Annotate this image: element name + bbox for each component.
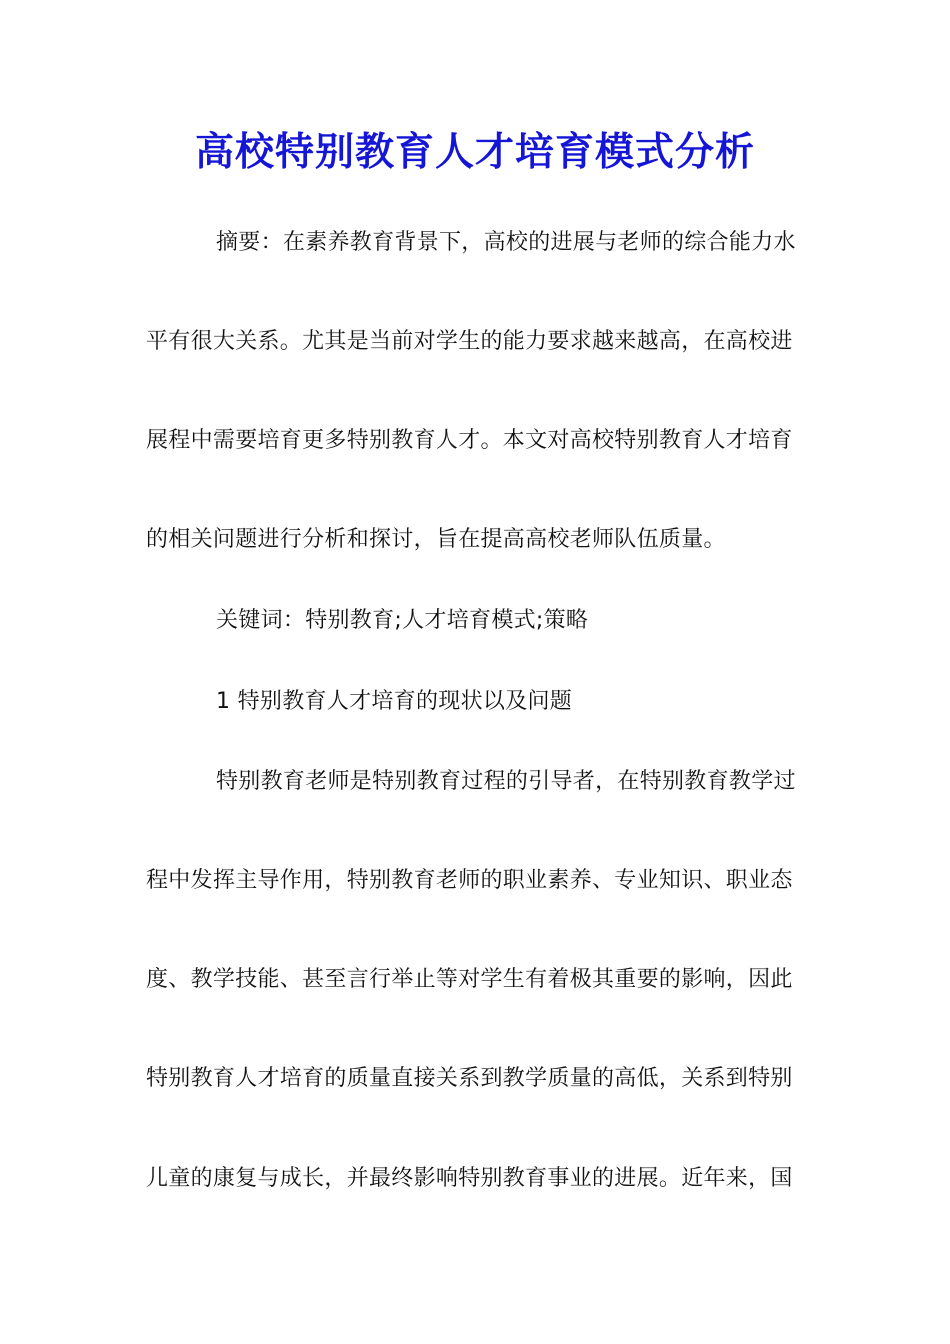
body-line: 特别教育老师是特别教育过程的引导者，在特别教育教学过: [216, 769, 796, 794]
section-heading: 1 特别教育人才培育的现状以及问题: [216, 689, 573, 714]
document-title: 高校特别教育人才培育模式分析: [194, 129, 755, 175]
abstract-line: 摘要：在素养教育背景下，高校的进展与老师的综合能力水: [216, 230, 796, 255]
abstract-line: 的相关问题进行分析和探讨，旨在提高高校老师队伍质量。: [146, 527, 726, 552]
abstract-line: 平有很大关系。尤其是当前对学生的能力要求越来越高，在高校进: [146, 329, 793, 354]
body-line: 特别教育人才培育的质量直接关系到教学质量的高低，关系到特别: [146, 1066, 793, 1091]
keywords-line: 关键词：特别教育;人才培育模式;策略: [216, 608, 589, 633]
body-line: 度、教学技能、甚至言行举止等对学生有着极其重要的影响，因此: [146, 967, 793, 992]
body-line: 儿童的康复与成长，并最终影响特别教育事业的进展。近年来，国: [146, 1166, 793, 1191]
body-line: 程中发挥主导作用，特别教育老师的职业素养、专业知识、职业态: [146, 868, 793, 893]
abstract-line: 展程中需要培育更多特别教育人才。本文对高校特别教育人才培育: [146, 428, 793, 453]
